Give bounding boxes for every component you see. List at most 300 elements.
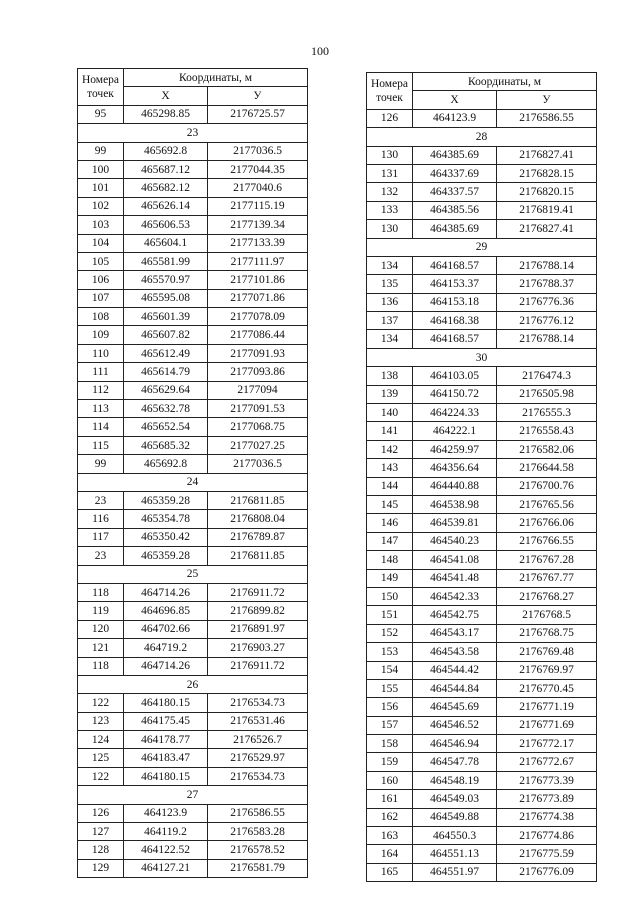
y-coordinate-cell: 2176770.45 [497,679,597,697]
x-header: X [413,91,497,109]
table-row [367,220,597,238]
y-coordinate-cell: 2176776.12 [497,312,597,330]
table-row [367,477,597,495]
table-row [78,234,308,252]
x-coordinate-cell: 464385.56 [413,201,497,219]
y-coordinate-cell: 2176903.27 [208,639,308,657]
point-number-cell: 132 [367,183,413,201]
x-coordinate-cell: 464178.77 [124,731,208,749]
table-row [78,197,308,215]
table-row [367,532,597,550]
table-row [78,363,308,381]
x-coordinate-cell: 465581.99 [124,252,208,270]
x-coordinate-cell: 464549.03 [413,790,497,808]
x-coordinate-cell: 464714.26 [124,657,208,675]
y-coordinate-cell: 2176819.41 [497,201,597,219]
table-row [367,109,597,127]
y-coordinate-cell: 2176578.52 [208,841,308,859]
y-coordinate-cell: 2176772.67 [497,753,597,771]
table-row [367,201,597,219]
table-row [367,275,597,293]
table-row [367,569,597,587]
x-coordinate-cell: 464150.72 [413,385,497,403]
y-coordinate-cell: 2177036.5 [208,455,308,473]
point-number-cell: 126 [367,109,413,127]
y-coordinate-cell: 2176526.7 [208,731,308,749]
table-row [78,823,308,841]
section-label: 28 [367,128,597,146]
y-coordinate-cell: 2177115.19 [208,197,308,215]
x-coordinate-cell: 465359.28 [124,491,208,509]
x-coordinate-cell: 464123.9 [124,804,208,822]
point-number-cell: 123 [78,712,124,730]
point-number-cell: 135 [367,275,413,293]
table-row [78,657,308,675]
point-number-cell: 122 [78,767,124,785]
table-row [367,698,597,716]
point-number-cell: 148 [367,551,413,569]
table-row [78,731,308,749]
y-coordinate-cell: 2176828.15 [497,164,597,182]
x-coordinate-cell: 464541.08 [413,551,497,569]
y-coordinate-cell: 2177091.93 [208,344,308,362]
y-coordinate-cell: 2176769.48 [497,643,597,661]
table-row [78,160,308,178]
x-coordinate-cell: 464714.26 [124,583,208,601]
y-coordinate-cell: 2176586.55 [497,109,597,127]
point-number-cell: 146 [367,514,413,532]
table-row [78,289,308,307]
point-number-cell: 124 [78,731,124,749]
y-coordinate-cell: 2176766.55 [497,532,597,550]
point-number-cell: 145 [367,495,413,513]
y-coordinate-cell: 2176827.41 [497,146,597,164]
x-coordinate-cell: 465626.14 [124,197,208,215]
x-coordinate-cell: 465607.82 [124,326,208,344]
table-row [78,639,308,657]
x-coordinate-cell: 464222.1 [413,422,497,440]
point-number-cell: 134 [367,256,413,274]
point-number-cell: 23 [78,491,124,509]
y-coordinate-cell: 2176911.72 [208,657,308,675]
page-number: 100 [311,44,329,58]
section-label: 25 [78,565,308,583]
y-coordinate-cell: 2176773.39 [497,771,597,789]
section-row [367,238,597,256]
table-row [78,344,308,362]
table-row [367,735,597,753]
x-coordinate-cell: 464538.98 [413,495,497,513]
table-row [367,551,597,569]
section-row [367,348,597,366]
point-number-cell: 163 [367,827,413,845]
table-row [367,146,597,164]
table-row [367,367,597,385]
point-number-cell: 119 [78,602,124,620]
x-coordinate-cell: 464183.47 [124,749,208,767]
x-coordinate-cell: 465687.12 [124,160,208,178]
y-header: У [497,91,597,109]
x-coordinate-cell: 465604.1 [124,234,208,252]
x-coordinate-cell: 464180.15 [124,767,208,785]
y-coordinate-cell: 2176789.87 [208,528,308,546]
point-number-header-line1: Номера [81,73,120,86]
table-row [78,418,308,436]
table-row [367,587,597,605]
point-number-cell: 162 [367,808,413,826]
table-row [78,841,308,859]
table-header-row [78,69,308,87]
y-coordinate-cell: 2176776.36 [497,293,597,311]
x-coordinate-cell: 464122.52 [124,841,208,859]
y-coordinate-cell: 2176811.85 [208,491,308,509]
table-row [367,385,597,403]
y-coordinate-cell: 2177101.86 [208,271,308,289]
point-number-header-line2: точек [376,91,403,104]
table-row [367,183,597,201]
table-row [78,528,308,546]
point-number-header-line2: точек [87,87,114,100]
point-number-cell: 120 [78,620,124,638]
x-coordinate-cell: 464337.57 [413,183,497,201]
coordinates-header: Координаты, м [413,73,597,91]
table-row [367,845,597,863]
table-row [78,583,308,601]
y-coordinate-cell: 2177071.86 [208,289,308,307]
section-label: 27 [78,786,308,804]
x-coordinate-cell: 464551.13 [413,845,497,863]
point-number-cell: 160 [367,771,413,789]
x-coordinate-cell: 465354.78 [124,510,208,528]
point-number-cell: 164 [367,845,413,863]
point-number-cell: 102 [78,197,124,215]
table-row [367,790,597,808]
section-row [78,565,308,583]
table-row [78,455,308,473]
y-header: У [208,87,308,105]
point-number-cell: 151 [367,606,413,624]
point-number-cell: 140 [367,404,413,422]
table-row [367,827,597,845]
coordinates-header: Координаты, м [124,69,308,87]
x-coordinate-cell: 464545.69 [413,698,497,716]
y-coordinate-cell: 2176899.82 [208,602,308,620]
table-row [367,679,597,697]
y-coordinate-cell: 2176765.56 [497,495,597,513]
point-number-cell: 23 [78,547,124,565]
y-coordinate-cell: 2176776.09 [497,863,597,881]
x-coordinate-cell: 464548.19 [413,771,497,789]
y-coordinate-cell: 2176911.72 [208,583,308,601]
table-row [78,620,308,638]
point-number-cell: 100 [78,160,124,178]
y-coordinate-cell: 2176531.46 [208,712,308,730]
x-coordinate-cell: 464543.58 [413,643,497,661]
point-number-cell: 117 [78,528,124,546]
table-row [367,293,597,311]
point-number-cell: 150 [367,587,413,605]
x-coordinate-cell: 464168.57 [413,330,497,348]
x-coordinate-cell: 464543.17 [413,624,497,642]
point-number-cell: 112 [78,381,124,399]
table-row [367,643,597,661]
table-row [78,547,308,565]
y-coordinate-cell: 2176583.28 [208,823,308,841]
x-coordinate-cell: 464153.37 [413,275,497,293]
y-coordinate-cell: 2176700.76 [497,477,597,495]
y-coordinate-cell: 2176767.77 [497,569,597,587]
y-coordinate-cell: 2176768.27 [497,587,597,605]
table-row [78,308,308,326]
coordinates-table-right [366,72,597,882]
x-coordinate-cell: 464385.69 [413,220,497,238]
table-row [367,753,597,771]
y-coordinate-cell: 2176558.43 [497,422,597,440]
table-row [78,767,308,785]
y-coordinate-cell: 2176788.37 [497,275,597,293]
section-label: 23 [78,124,308,142]
y-coordinate-cell: 2176766.06 [497,514,597,532]
point-number-cell: 129 [78,859,124,877]
table-row [78,105,308,123]
point-number-cell: 152 [367,624,413,642]
table-row [78,749,308,767]
section-label: 26 [78,675,308,693]
x-coordinate-cell: 465612.49 [124,344,208,362]
table-row [78,400,308,418]
point-number-cell: 136 [367,293,413,311]
point-number-cell: 110 [78,344,124,362]
section-row [78,473,308,491]
point-number-cell: 118 [78,583,124,601]
y-coordinate-cell: 2176808.04 [208,510,308,528]
y-coordinate-cell: 2176581.79 [208,859,308,877]
point-number-cell: 165 [367,863,413,881]
table-row [78,859,308,877]
point-number-cell: 149 [367,569,413,587]
table-row [367,514,597,532]
coordinates-table-left [77,68,308,878]
x-coordinate-cell: 464153.18 [413,293,497,311]
point-number-cell: 126 [78,804,124,822]
x-coordinate-cell: 465652.54 [124,418,208,436]
point-number-cell: 111 [78,363,124,381]
y-coordinate-cell: 2177139.34 [208,216,308,234]
y-coordinate-cell: 2176769.97 [497,661,597,679]
y-coordinate-cell: 2176774.38 [497,808,597,826]
x-coordinate-cell: 464549.88 [413,808,497,826]
x-coordinate-cell: 464180.15 [124,694,208,712]
table-row [78,694,308,712]
point-number-cell: 113 [78,400,124,418]
table-row [367,808,597,826]
point-number-cell: 161 [367,790,413,808]
x-coordinate-cell: 464175.45 [124,712,208,730]
point-number-cell: 103 [78,216,124,234]
y-coordinate-cell: 2176768.75 [497,624,597,642]
x-coordinate-cell: 464542.75 [413,606,497,624]
point-number-header [78,69,124,106]
y-coordinate-cell: 2176767.28 [497,551,597,569]
x-coordinate-cell: 464544.42 [413,661,497,679]
point-number-cell: 139 [367,385,413,403]
x-coordinate-cell: 465614.79 [124,363,208,381]
point-number-cell: 104 [78,234,124,252]
y-coordinate-cell: 2176788.14 [497,256,597,274]
x-header: X [124,87,208,105]
y-coordinate-cell: 2176775.59 [497,845,597,863]
x-coordinate-cell: 465359.28 [124,547,208,565]
x-coordinate-cell: 464168.38 [413,312,497,330]
point-number-cell: 128 [78,841,124,859]
point-number-cell: 114 [78,418,124,436]
x-coordinate-cell: 464440.88 [413,477,497,495]
section-label: 29 [367,238,597,256]
table-header-row [367,73,597,91]
table-row [78,142,308,160]
x-coordinate-cell: 464544.84 [413,679,497,697]
x-coordinate-cell: 464127.21 [124,859,208,877]
point-number-cell: 125 [78,749,124,767]
point-number-cell: 137 [367,312,413,330]
x-coordinate-cell: 464103.05 [413,367,497,385]
y-coordinate-cell: 2177094 [208,381,308,399]
point-number-cell: 118 [78,657,124,675]
x-coordinate-cell: 465570.97 [124,271,208,289]
point-number-cell: 159 [367,753,413,771]
y-coordinate-cell: 2177086.44 [208,326,308,344]
section-row [367,128,597,146]
x-coordinate-cell: 464119.2 [124,823,208,841]
point-number-cell: 144 [367,477,413,495]
x-coordinate-cell: 464539.81 [413,514,497,532]
table-row [367,459,597,477]
table-row [78,712,308,730]
x-coordinate-cell: 464547.78 [413,753,497,771]
x-coordinate-cell: 465350.42 [124,528,208,546]
x-coordinate-cell: 464542.33 [413,587,497,605]
point-number-cell: 143 [367,459,413,477]
table-row [367,164,597,182]
point-number-cell: 133 [367,201,413,219]
x-coordinate-cell: 465685.32 [124,436,208,454]
point-number-cell: 99 [78,455,124,473]
point-number-cell: 105 [78,252,124,270]
x-coordinate-cell: 464546.52 [413,716,497,734]
x-coordinate-cell: 464259.97 [413,440,497,458]
point-number-cell: 107 [78,289,124,307]
x-coordinate-cell: 465629.64 [124,381,208,399]
point-number-cell: 108 [78,308,124,326]
x-coordinate-cell: 464702.66 [124,620,208,638]
table-row [367,256,597,274]
x-coordinate-cell: 464385.69 [413,146,497,164]
y-coordinate-cell: 2177111.97 [208,252,308,270]
table-row [78,491,308,509]
x-coordinate-cell: 464123.9 [413,109,497,127]
point-number-cell: 130 [367,146,413,164]
y-coordinate-cell: 2176725.57 [208,105,308,123]
section-row [78,786,308,804]
y-coordinate-cell: 2177133.39 [208,234,308,252]
point-number-cell: 156 [367,698,413,716]
point-number-cell: 109 [78,326,124,344]
table-body [367,109,597,881]
point-number-cell: 99 [78,142,124,160]
point-number-cell: 141 [367,422,413,440]
y-coordinate-cell: 2176586.55 [208,804,308,822]
table-row [367,624,597,642]
table-row [367,606,597,624]
x-coordinate-cell: 465601.39 [124,308,208,326]
y-coordinate-cell: 2177091.53 [208,400,308,418]
y-coordinate-cell: 2177093.86 [208,363,308,381]
point-number-cell: 116 [78,510,124,528]
point-number-cell: 106 [78,271,124,289]
y-coordinate-cell: 2177036.5 [208,142,308,160]
y-coordinate-cell: 2176771.69 [497,716,597,734]
point-number-cell: 142 [367,440,413,458]
y-coordinate-cell: 2176827.41 [497,220,597,238]
x-coordinate-cell: 464224.33 [413,404,497,422]
table-row [78,271,308,289]
x-coordinate-cell: 464540.23 [413,532,497,550]
x-coordinate-cell: 464546.94 [413,735,497,753]
table-row [367,422,597,440]
table-row [367,661,597,679]
x-coordinate-cell: 465595.08 [124,289,208,307]
y-coordinate-cell: 2176772.17 [497,735,597,753]
x-coordinate-cell: 465298.85 [124,105,208,123]
y-coordinate-cell: 2176891.97 [208,620,308,638]
table-row [367,404,597,422]
point-number-cell: 121 [78,639,124,657]
table-row [78,381,308,399]
y-coordinate-cell: 2176788.14 [497,330,597,348]
y-coordinate-cell: 2177078.09 [208,308,308,326]
y-coordinate-cell: 2176768.5 [497,606,597,624]
point-number-cell: 95 [78,105,124,123]
x-coordinate-cell: 465632.78 [124,400,208,418]
x-coordinate-cell: 464550.3 [413,827,497,845]
x-coordinate-cell: 465692.8 [124,142,208,160]
point-number-cell: 155 [367,679,413,697]
y-coordinate-cell: 2176582.06 [497,440,597,458]
table-row [367,495,597,513]
table-row [78,326,308,344]
table-row [78,602,308,620]
point-number-cell: 122 [78,694,124,712]
point-number-cell: 158 [367,735,413,753]
table-row [78,436,308,454]
y-coordinate-cell: 2176774.86 [497,827,597,845]
table-row [367,863,597,881]
table-row [78,804,308,822]
table-row [78,510,308,528]
table-row [367,440,597,458]
point-number-cell: 127 [78,823,124,841]
point-number-cell: 154 [367,661,413,679]
table-row [78,216,308,234]
y-coordinate-cell: 2176820.15 [497,183,597,201]
y-coordinate-cell: 2176534.73 [208,694,308,712]
point-number-cell: 138 [367,367,413,385]
x-coordinate-cell: 465682.12 [124,179,208,197]
section-label: 24 [78,473,308,491]
point-number-cell: 131 [367,164,413,182]
point-number-cell: 115 [78,436,124,454]
section-row [78,124,308,142]
